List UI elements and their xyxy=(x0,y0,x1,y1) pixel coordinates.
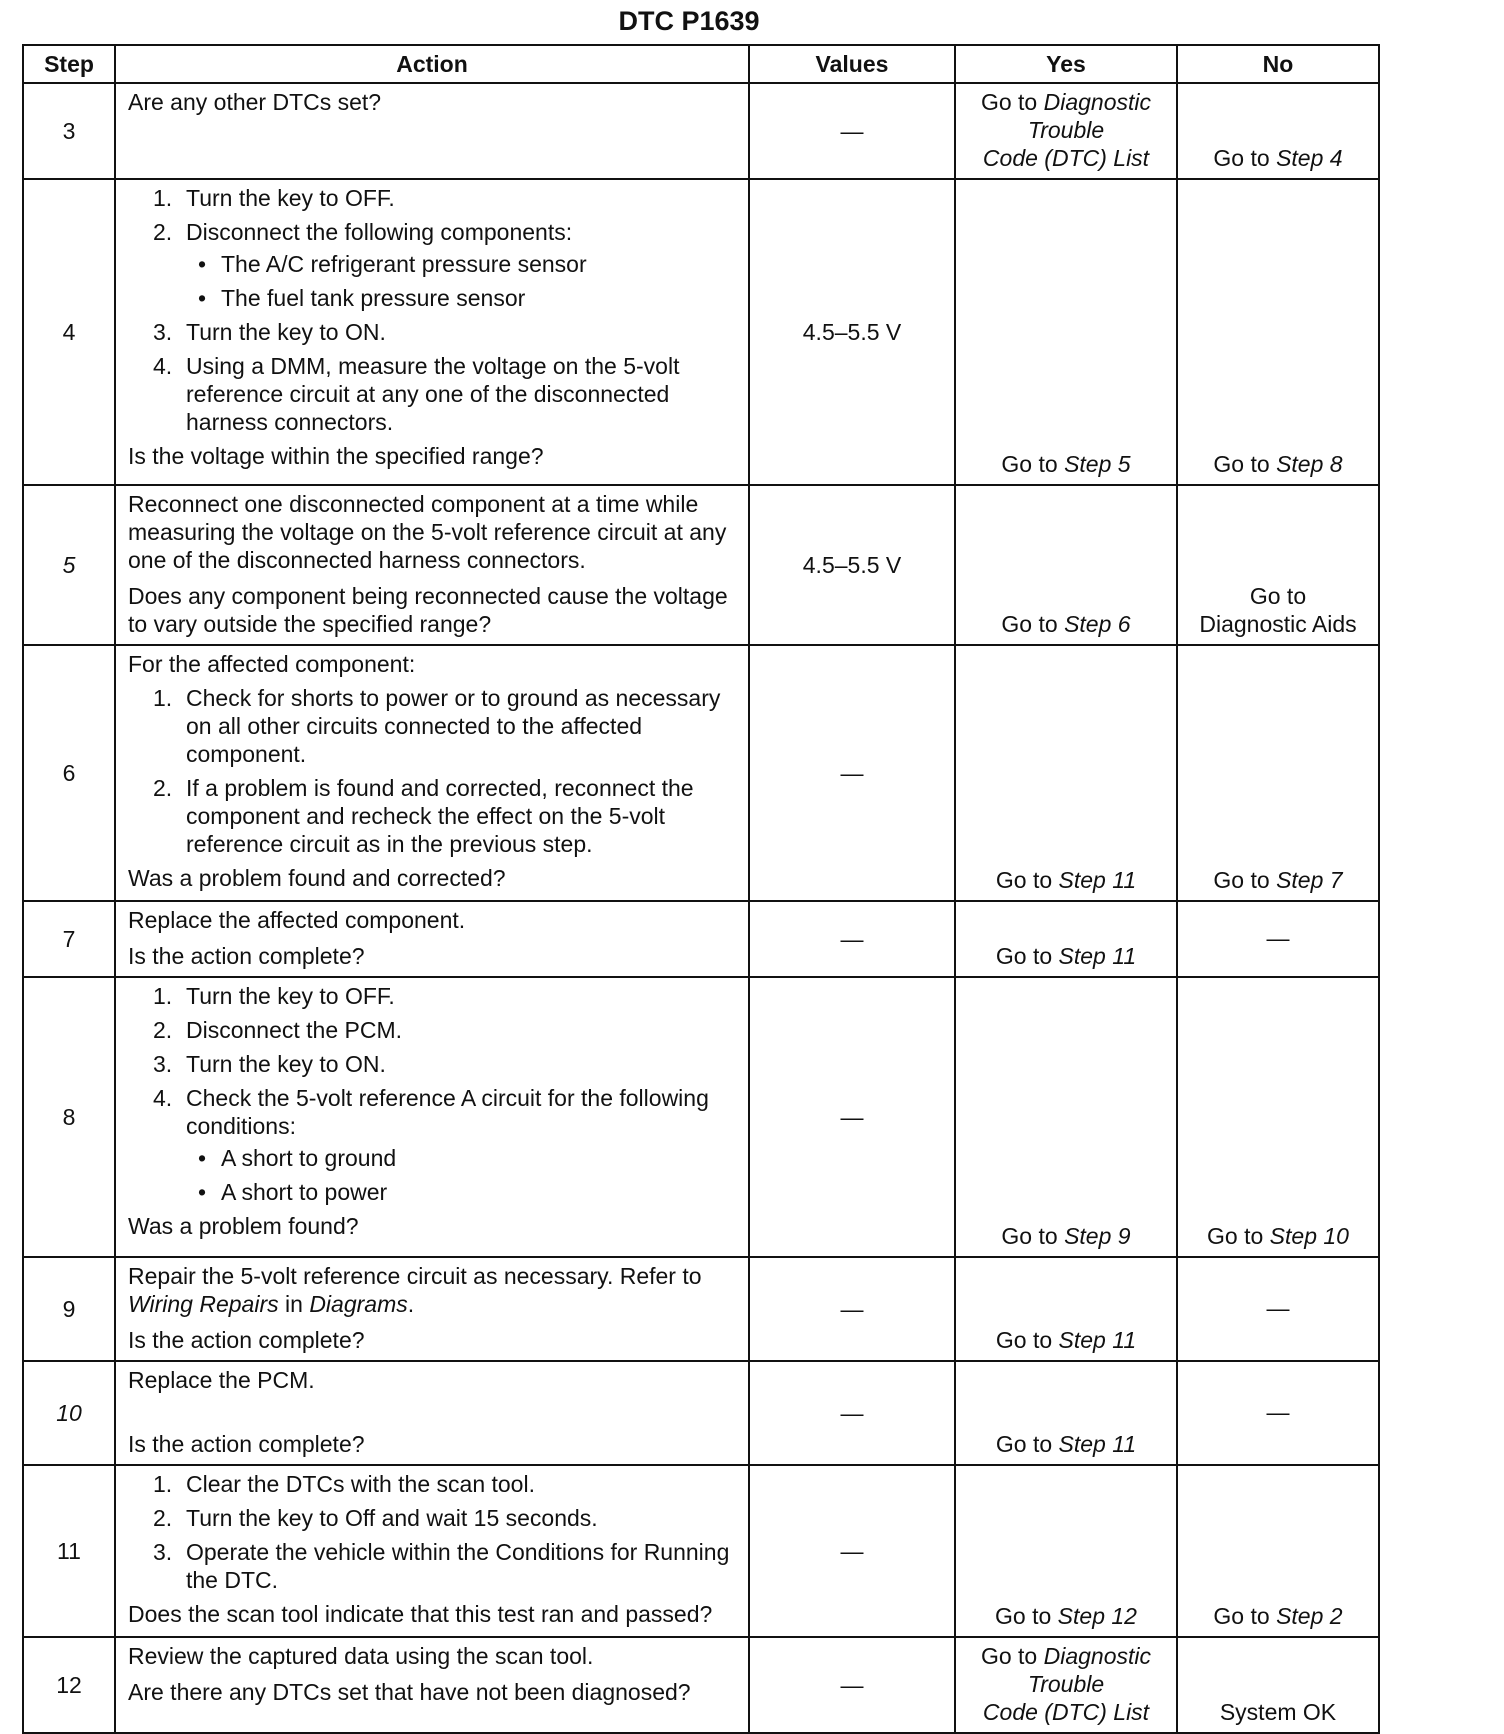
action-cell xyxy=(115,1465,749,1637)
value-cell: — xyxy=(749,1465,955,1637)
action-text: Repair the 5-volt reference circuit as necessary. Refer to Wiring Repairs in Diagrams. xyxy=(128,1263,702,1317)
question-text: Is the action complete? xyxy=(128,1431,365,1457)
value-cell: — xyxy=(749,1361,955,1465)
instruction-list xyxy=(128,684,738,858)
instruction-item: 3. Turn the key to ON. xyxy=(153,1051,386,1077)
question-text: Does the scan tool indicate that this test ran and passed? xyxy=(128,1601,713,1627)
page-title: DTC P1639 xyxy=(618,6,760,36)
instruction-item: 1. Clear the DTCs with the scan tool. xyxy=(153,1471,535,1497)
bullet-item: • A short to power xyxy=(198,1179,388,1205)
yes-line: Trouble xyxy=(1027,117,1105,143)
question-text: Is the action complete? xyxy=(128,1327,365,1353)
action-text: Replace the PCM. xyxy=(128,1367,315,1393)
value-cell: 4.5–5.5 V xyxy=(749,179,955,485)
value-cell: — xyxy=(749,1257,955,1361)
header-values: Values xyxy=(749,45,955,83)
instruction-item: 1. Turn the key to OFF. xyxy=(153,185,395,211)
reference-link: Wiring Repairs xyxy=(128,1291,279,1317)
instruction-list xyxy=(128,184,738,436)
step-number: 10 xyxy=(23,1361,115,1465)
yes-cell: Go to Step 5 xyxy=(955,179,1177,485)
table-row-step-3 xyxy=(23,83,1379,179)
value-cell: — xyxy=(749,901,955,977)
header-row xyxy=(23,45,1379,83)
yes-cell: Go to Step 9 xyxy=(955,977,1177,1257)
yes-cell: Go to Step 11 xyxy=(955,1257,1177,1361)
question-text: Was a problem found and corrected? xyxy=(128,865,506,891)
table-row-step-11 xyxy=(23,1465,1379,1637)
step-number: 9 xyxy=(23,1257,115,1361)
yes-cell: Go to Step 11 xyxy=(955,645,1177,901)
no-cell: Go to Step 8 xyxy=(1177,179,1379,485)
question-text: Is the action complete? xyxy=(128,943,365,969)
step-number: 3 xyxy=(23,83,115,179)
value-cell: — xyxy=(749,645,955,901)
question-text: Are any other DTCs set? xyxy=(128,89,382,115)
question-text: Is the voltage within the specified range? xyxy=(128,443,544,469)
step-number: 11 xyxy=(23,1465,115,1637)
yes-line: Go to Diagnostic xyxy=(980,89,1152,115)
question-text: Does any component being reconnected cause the voltage to vary outside the specified range? xyxy=(128,583,728,637)
instruction-item: 2. Disconnect the following components: • The A/C refrigerant pressure sensor • The fuel tank pressure sensor xyxy=(128,218,738,312)
step-number: 7 xyxy=(23,901,115,977)
table-row-step-5 xyxy=(23,485,1379,645)
step-number: 8 xyxy=(23,977,115,1257)
action-cell xyxy=(115,485,749,645)
action-text: Replace the affected component. xyxy=(128,907,466,933)
bullet-list xyxy=(186,250,738,312)
no-cell: Go to Step 10 xyxy=(1177,977,1379,1257)
instruction-list xyxy=(128,982,738,1206)
bullet-item: • The A/C refrigerant pressure sensor xyxy=(198,251,587,277)
action-intro: For the affected component: xyxy=(128,651,416,677)
action-cell xyxy=(115,179,749,485)
action-text: Review the captured data using the scan tool. xyxy=(128,1643,594,1669)
header-step: Step xyxy=(23,45,115,83)
yes-cell: Go to Step 12 xyxy=(955,1465,1177,1637)
table-row-step-8 xyxy=(23,977,1379,1257)
table-row-step-6 xyxy=(23,645,1379,901)
header-no: No xyxy=(1177,45,1379,83)
value-cell: 4.5–5.5 V xyxy=(749,485,955,645)
action-cell xyxy=(115,977,749,1257)
instruction-item: 2. If a problem is found and corrected, reconnect the component and recheck the effect on the 5-volt reference circuit as in the previous step. xyxy=(153,775,694,857)
yes-cell xyxy=(955,1637,1177,1733)
table-row-step-7 xyxy=(23,901,1379,977)
instruction-item: 2. Turn the key to Off and wait 15 seconds. xyxy=(153,1505,598,1531)
no-cell: Go to Step 7 xyxy=(1177,645,1379,901)
diagnostic-table xyxy=(22,44,1380,1734)
step-number: 12 xyxy=(23,1637,115,1733)
action-cell xyxy=(115,645,749,901)
no-cell: Go to Diagnostic Aids xyxy=(1177,485,1379,645)
action-text: Reconnect one disconnected component at a time while measuring the voltage on the 5-volt reference circuit at any one of the disconnected harness connectors. xyxy=(128,491,727,573)
action-cell xyxy=(115,901,749,977)
yes-line: Code (DTC) List xyxy=(982,1699,1150,1725)
instruction-item: 1. Turn the key to OFF. xyxy=(153,983,395,1009)
header-action: Action xyxy=(115,45,749,83)
value-cell: — xyxy=(749,1637,955,1733)
no-cell: — xyxy=(1177,901,1379,977)
no-cell: Go to Step 4 xyxy=(1177,83,1379,179)
table-row-step-12 xyxy=(23,1637,1379,1733)
step-number: 5 xyxy=(23,485,115,645)
instruction-item: 1. Check for shorts to power or to ground as necessary on all other circuits connected to the affected component. xyxy=(153,685,721,767)
action-cell xyxy=(115,1257,749,1361)
instruction-item: 3. Operate the vehicle within the Conditions for Running the DTC. xyxy=(153,1539,730,1593)
no-cell: Go to Step 2 xyxy=(1177,1465,1379,1637)
step-number: 6 xyxy=(23,645,115,901)
header-yes: Yes xyxy=(955,45,1177,83)
no-cell: — xyxy=(1177,1257,1379,1361)
yes-cell: Go to Step 6 xyxy=(955,485,1177,645)
action-cell xyxy=(115,83,749,179)
table-row-step-4 xyxy=(23,179,1379,485)
instruction-list xyxy=(128,1470,738,1594)
bullet-list xyxy=(186,1144,738,1206)
question-text: Are there any DTCs set that have not been diagnosed? xyxy=(128,1679,691,1705)
bullet-item: • The fuel tank pressure sensor xyxy=(198,285,526,311)
action-cell xyxy=(115,1637,749,1733)
instruction-item: 2. Disconnect the PCM. xyxy=(153,1017,403,1043)
value-cell: — xyxy=(749,83,955,179)
reference-link: Diagrams xyxy=(309,1291,408,1317)
instruction-item: 3. Turn the key to ON. xyxy=(153,319,386,345)
yes-line: Code (DTC) List xyxy=(982,145,1150,171)
instruction-item: 4. Using a DMM, measure the voltage on the 5-volt reference circuit at any one of the disconnected harness connectors. xyxy=(153,353,680,435)
table-row-step-10 xyxy=(23,1361,1379,1465)
question-text: Was a problem found? xyxy=(128,1213,359,1239)
value-cell: — xyxy=(749,977,955,1257)
yes-cell: Go to Step 11 xyxy=(955,1361,1177,1465)
yes-line: Go to Diagnostic xyxy=(980,1643,1152,1669)
step-number: 4 xyxy=(23,179,115,485)
instruction-item: 4. Check the 5-volt reference A circuit for the following conditions: • A short to ground • A short to power xyxy=(128,1084,738,1206)
yes-line: Trouble xyxy=(1027,1671,1105,1697)
no-cell: System OK xyxy=(1177,1637,1379,1733)
table-row-step-9 xyxy=(23,1257,1379,1361)
no-cell: — xyxy=(1177,1361,1379,1465)
yes-cell xyxy=(955,83,1177,179)
yes-cell: Go to Step 11 xyxy=(955,901,1177,977)
bullet-item: • A short to ground xyxy=(198,1145,397,1171)
action-cell xyxy=(115,1361,749,1465)
